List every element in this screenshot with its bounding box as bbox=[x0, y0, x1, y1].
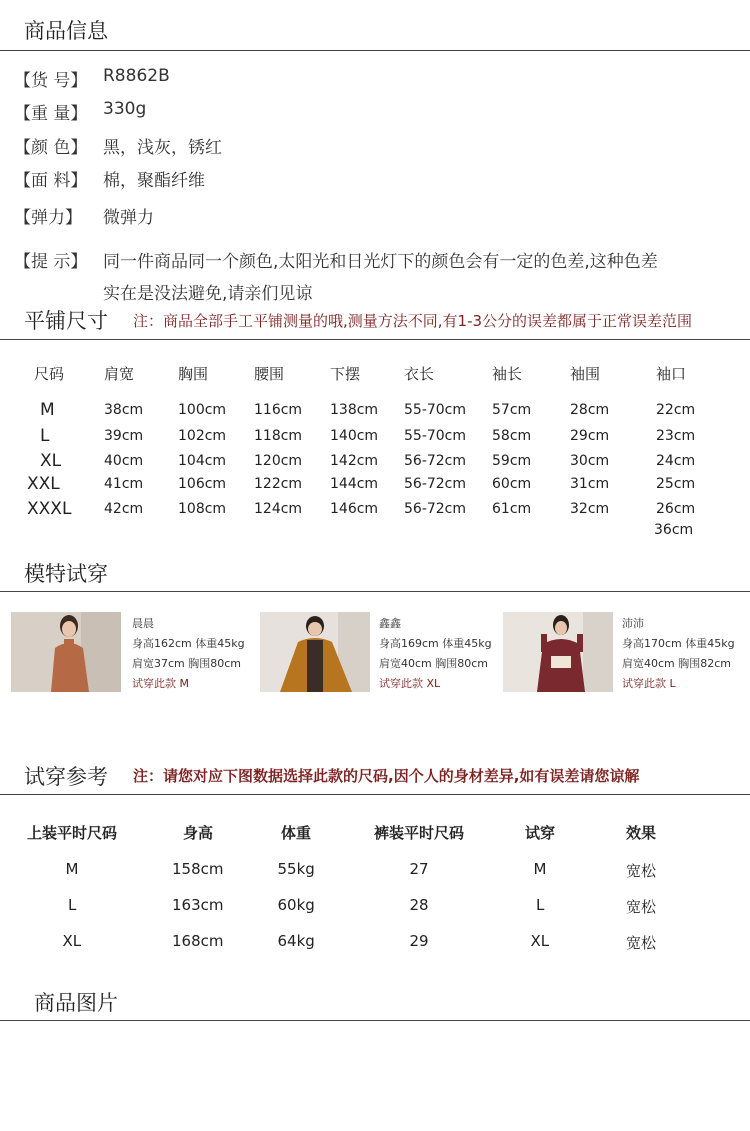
reference-table-cell: 宽松 bbox=[626, 862, 657, 880]
model-name: 晨晨 bbox=[132, 617, 154, 630]
size-table-cell: 31cm bbox=[570, 476, 610, 492]
section-title-photos: 商品图片 bbox=[34, 991, 118, 1015]
reference-note: 注：请您对应下图数据选择此款的尺码,因个人的身材差异,如有误差请您谅解 bbox=[133, 767, 640, 785]
size-table-cell: 59cm bbox=[492, 453, 532, 469]
info-value-tip-line2: 实在是没法避免,请亲们见谅 bbox=[103, 284, 313, 304]
size-table-cell: 108cm bbox=[178, 501, 227, 517]
model-measure: 肩宽40cm 胸围82cm bbox=[622, 657, 732, 670]
reference-table-cell: 宽松 bbox=[626, 898, 657, 916]
info-label-fabric: 【面 料】 bbox=[14, 171, 88, 191]
info-label-weight: 【重 量】 bbox=[14, 104, 88, 124]
size-table-header: 尺码 bbox=[34, 365, 65, 383]
size-table-cell: 118cm bbox=[254, 428, 303, 444]
divider bbox=[0, 1020, 750, 1021]
divider bbox=[0, 50, 750, 51]
size-table-cell: 104cm bbox=[178, 453, 227, 469]
size-table-cell: 40cm bbox=[104, 453, 144, 469]
size-table-header: 肩宽 bbox=[104, 365, 135, 383]
model-size: 试穿此款 L bbox=[622, 677, 676, 690]
reference-table-cell: 168cm bbox=[172, 932, 224, 950]
info-value-tip: 同一件商品同一个颜色,太阳光和日光灯下的颜色会有一定的色差,这种色差 bbox=[103, 252, 658, 272]
size-table-cell: M bbox=[40, 400, 55, 420]
size-table-cell: 24cm bbox=[656, 453, 696, 469]
size-table-cell: 61cm bbox=[492, 501, 532, 517]
size-table-cell: 56-72cm bbox=[404, 501, 467, 517]
size-note: 注：商品全部手工平铺测量的哦,测量方法不同,有1-3公分的误差都属于正常误差范围 bbox=[133, 312, 693, 330]
model-size: 试穿此款 M bbox=[132, 677, 189, 690]
size-table-header: 袖围 bbox=[570, 365, 601, 383]
size-table-cell: XXL bbox=[27, 474, 60, 494]
model-measure: 身高162cm 体重45kg bbox=[132, 637, 245, 650]
reference-table-cell: 27 bbox=[409, 860, 429, 878]
size-table-cell: 124cm bbox=[254, 501, 303, 517]
reference-table-cell: L bbox=[68, 896, 77, 914]
size-table-cell: 102cm bbox=[178, 428, 227, 444]
info-value-weight: 330g bbox=[103, 99, 147, 119]
size-table-cell: 55-70cm bbox=[404, 402, 467, 418]
model-size: 试穿此款 XL bbox=[379, 677, 441, 690]
reference-table-cell: 163cm bbox=[172, 896, 224, 914]
info-value-elasticity: 微弹力 bbox=[103, 208, 154, 228]
size-table-cell: 38cm bbox=[104, 402, 144, 418]
model-info-1 bbox=[132, 614, 245, 694]
size-table-cell: 29cm bbox=[570, 428, 610, 444]
info-value-fabric: 棉，聚酯纤维 bbox=[103, 171, 205, 191]
size-table-cell: 106cm bbox=[178, 476, 227, 492]
reference-table-cell: 64kg bbox=[277, 932, 315, 950]
size-table-cell: 41cm bbox=[104, 476, 144, 492]
size-table-cell-extra: 36cm bbox=[654, 522, 694, 538]
divider bbox=[0, 591, 750, 592]
reference-table-header: 体重 bbox=[281, 824, 312, 842]
model-photo-1 bbox=[11, 612, 121, 692]
size-table-cell: 25cm bbox=[656, 476, 696, 492]
size-table-header: 下摆 bbox=[330, 365, 361, 383]
info-label-sku: 【货 号】 bbox=[14, 71, 88, 91]
model-photo-3 bbox=[503, 612, 613, 692]
size-table-cell: 26cm bbox=[656, 501, 696, 517]
size-table-cell: 23cm bbox=[656, 428, 696, 444]
size-table-cell: 30cm bbox=[570, 453, 610, 469]
info-value-color: 黑，浅灰，锈红 bbox=[103, 138, 222, 158]
size-table-cell: 58cm bbox=[492, 428, 532, 444]
section-title-reference: 试穿参考 bbox=[24, 765, 108, 789]
section-title-size: 平铺尺寸 bbox=[24, 309, 108, 333]
reference-table-cell: 宽松 bbox=[626, 934, 657, 952]
size-table-cell: 100cm bbox=[178, 402, 227, 418]
info-label-color: 【颜 色】 bbox=[14, 138, 88, 158]
reference-table-cell: 158cm bbox=[172, 860, 224, 878]
size-table-cell: 140cm bbox=[330, 428, 379, 444]
size-table-cell: 42cm bbox=[104, 501, 144, 517]
size-table-cell: 56-72cm bbox=[404, 476, 467, 492]
size-table-cell: 60cm bbox=[492, 476, 532, 492]
divider bbox=[0, 794, 750, 795]
reference-table-cell: 55kg bbox=[277, 860, 315, 878]
model-name: 鑫鑫 bbox=[379, 617, 401, 630]
size-table-cell: 55-70cm bbox=[404, 428, 467, 444]
model-measure: 身高170cm 体重45kg bbox=[622, 637, 735, 650]
size-table-header: 胸围 bbox=[178, 365, 209, 383]
model-photo-2 bbox=[260, 612, 370, 692]
size-table-cell: 146cm bbox=[330, 501, 379, 517]
size-table-cell: 28cm bbox=[570, 402, 610, 418]
reference-table-cell: XL bbox=[530, 932, 550, 950]
reference-table-cell: 29 bbox=[409, 932, 429, 950]
model-measure: 身高169cm 体重45kg bbox=[379, 637, 492, 650]
section-title-info: 商品信息 bbox=[24, 19, 108, 43]
size-table-header: 袖口 bbox=[656, 365, 687, 383]
size-table-cell: 122cm bbox=[254, 476, 303, 492]
reference-table-header: 身高 bbox=[183, 824, 214, 842]
reference-table-header: 试穿 bbox=[525, 824, 556, 842]
section-title-models: 模特试穿 bbox=[24, 562, 108, 586]
size-table-cell: 142cm bbox=[330, 453, 379, 469]
model-name: 沛沛 bbox=[622, 617, 644, 630]
size-table-cell: 138cm bbox=[330, 402, 379, 418]
size-table-header: 腰围 bbox=[254, 365, 285, 383]
model-info-2 bbox=[379, 614, 492, 694]
reference-table-cell: XL bbox=[62, 932, 82, 950]
model-measure: 肩宽40cm 胸围80cm bbox=[379, 657, 489, 670]
divider bbox=[0, 339, 750, 340]
reference-table-header: 裤装平时尺码 bbox=[374, 824, 465, 842]
reference-table-cell: 60kg bbox=[277, 896, 315, 914]
size-table-header: 袖长 bbox=[492, 365, 523, 383]
size-table-cell: 144cm bbox=[330, 476, 379, 492]
reference-table-header: 效果 bbox=[626, 824, 657, 842]
model-info-3 bbox=[622, 614, 735, 694]
reference-table-cell: M bbox=[65, 860, 79, 878]
size-table-cell: 32cm bbox=[570, 501, 610, 517]
size-table-cell: L bbox=[40, 426, 50, 446]
size-table-cell: 57cm bbox=[492, 402, 532, 418]
size-table-cell: 116cm bbox=[254, 402, 303, 418]
reference-table-cell: M bbox=[533, 860, 547, 878]
size-table-cell: XXXL bbox=[27, 499, 72, 519]
info-label-tip: 【提 示】 bbox=[14, 252, 88, 272]
reference-table-header: 上装平时尺码 bbox=[27, 824, 118, 842]
size-table-cell: 56-72cm bbox=[404, 453, 467, 469]
info-value-sku: R8862B bbox=[103, 66, 170, 86]
size-table-header: 衣长 bbox=[404, 365, 435, 383]
size-table-cell: 39cm bbox=[104, 428, 144, 444]
reference-table-cell: 28 bbox=[409, 896, 429, 914]
info-label-elasticity: 【弹力】 bbox=[14, 208, 82, 228]
reference-table-cell: L bbox=[536, 896, 545, 914]
size-table-cell: 120cm bbox=[254, 453, 303, 469]
size-table-cell: XL bbox=[40, 451, 62, 471]
size-table-cell: 22cm bbox=[656, 402, 696, 418]
model-measure: 肩宽37cm 胸围80cm bbox=[132, 657, 242, 670]
